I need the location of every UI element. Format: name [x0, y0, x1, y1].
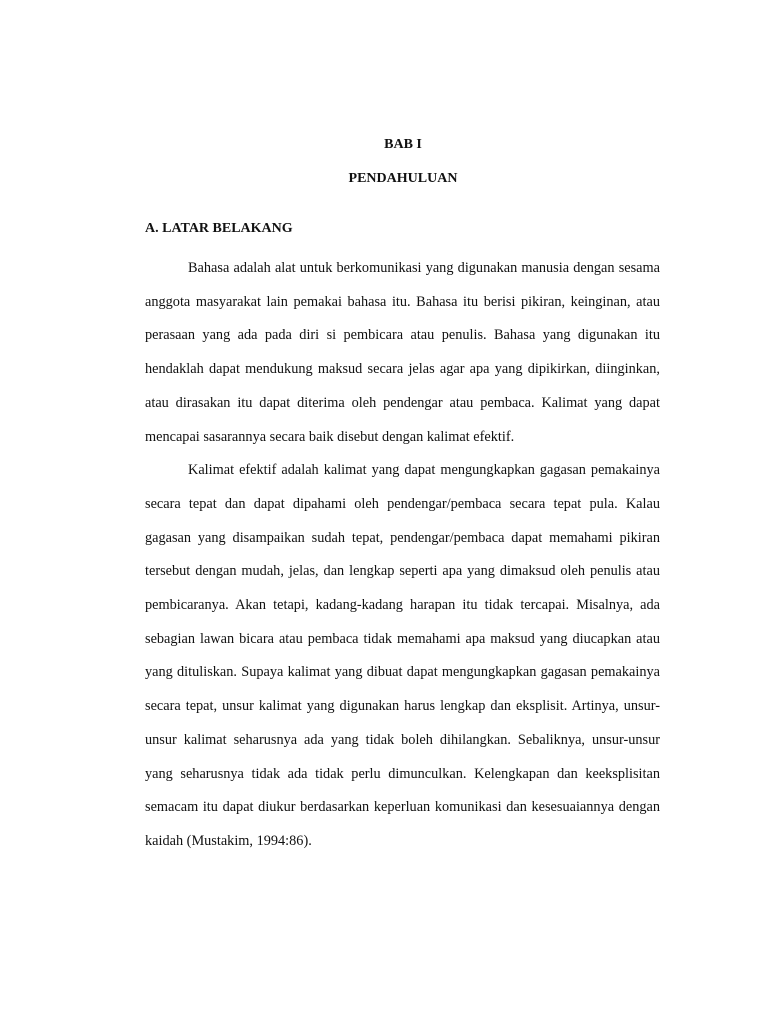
body-text: [145, 252, 660, 859]
section-heading: A. LATAR BELAKANG: [145, 221, 293, 236]
chapter-title: PENDAHULUAN: [348, 171, 458, 186]
chapter-number: BAB I: [384, 137, 422, 152]
paragraph-2: Kalimat efektif adalah kalimat yang dapat mengungkapkan gagasan pemakainya secara tepat dan dapat dipahami oleh pendengar/pembaca secara tepat pula. Kalau gagasan yang disampaikan sudah tepat, pendengar/pembaca dapat memahami pikiran tersebut dengan mudah, jelas, dan lengkap seperti apa yang dimaksud oleh penulis atau pembicaranya. Akan tetapi, kadang-kadang harapan itu tidak tercapai. Misalnya, ada sebagian lawan bicara atau pembaca tidak memahami apa maksud yang diucapkan atau yang dituliskan. Supaya kalimat yang dibuat dapat mengungkapkan gagasan pemakainya secara tepat, unsur kalimat yang digunakan harus lengkap dan eksplisit. Artinya, unsur-unsur kalimat seharusnya ada yang tidak boleh dihilangkan. Sebaliknya, unsur-unsur yang seharusnya tidak ada tidak perlu dimunculkan. Kelengkapan dan keeksplisitan semacam itu dapat diukur berdasarkan keperluan komunikasi dan kesesuaiannya dengan kaidah (Mustakim, 1994:86).: [145, 462, 660, 849]
paragraph-1: Bahasa adalah alat untuk berkomunikasi yang digunakan manusia dengan sesama anggota masyarakat lain pemakai bahasa itu. Bahasa itu berisi pikiran, keinginan, atau perasaan yang ada pada diri si pembicara atau penulis. Bahasa yang digunakan itu hendaklah dapat mendukung maksud secara jelas agar apa yang dipikirkan, diinginkan, atau dirasakan itu dapat diterima oleh pendengar atau pembaca. Kalimat yang dapat mencapai sasarannya secara baik disebut dengan kalimat efektif.: [145, 260, 660, 445]
